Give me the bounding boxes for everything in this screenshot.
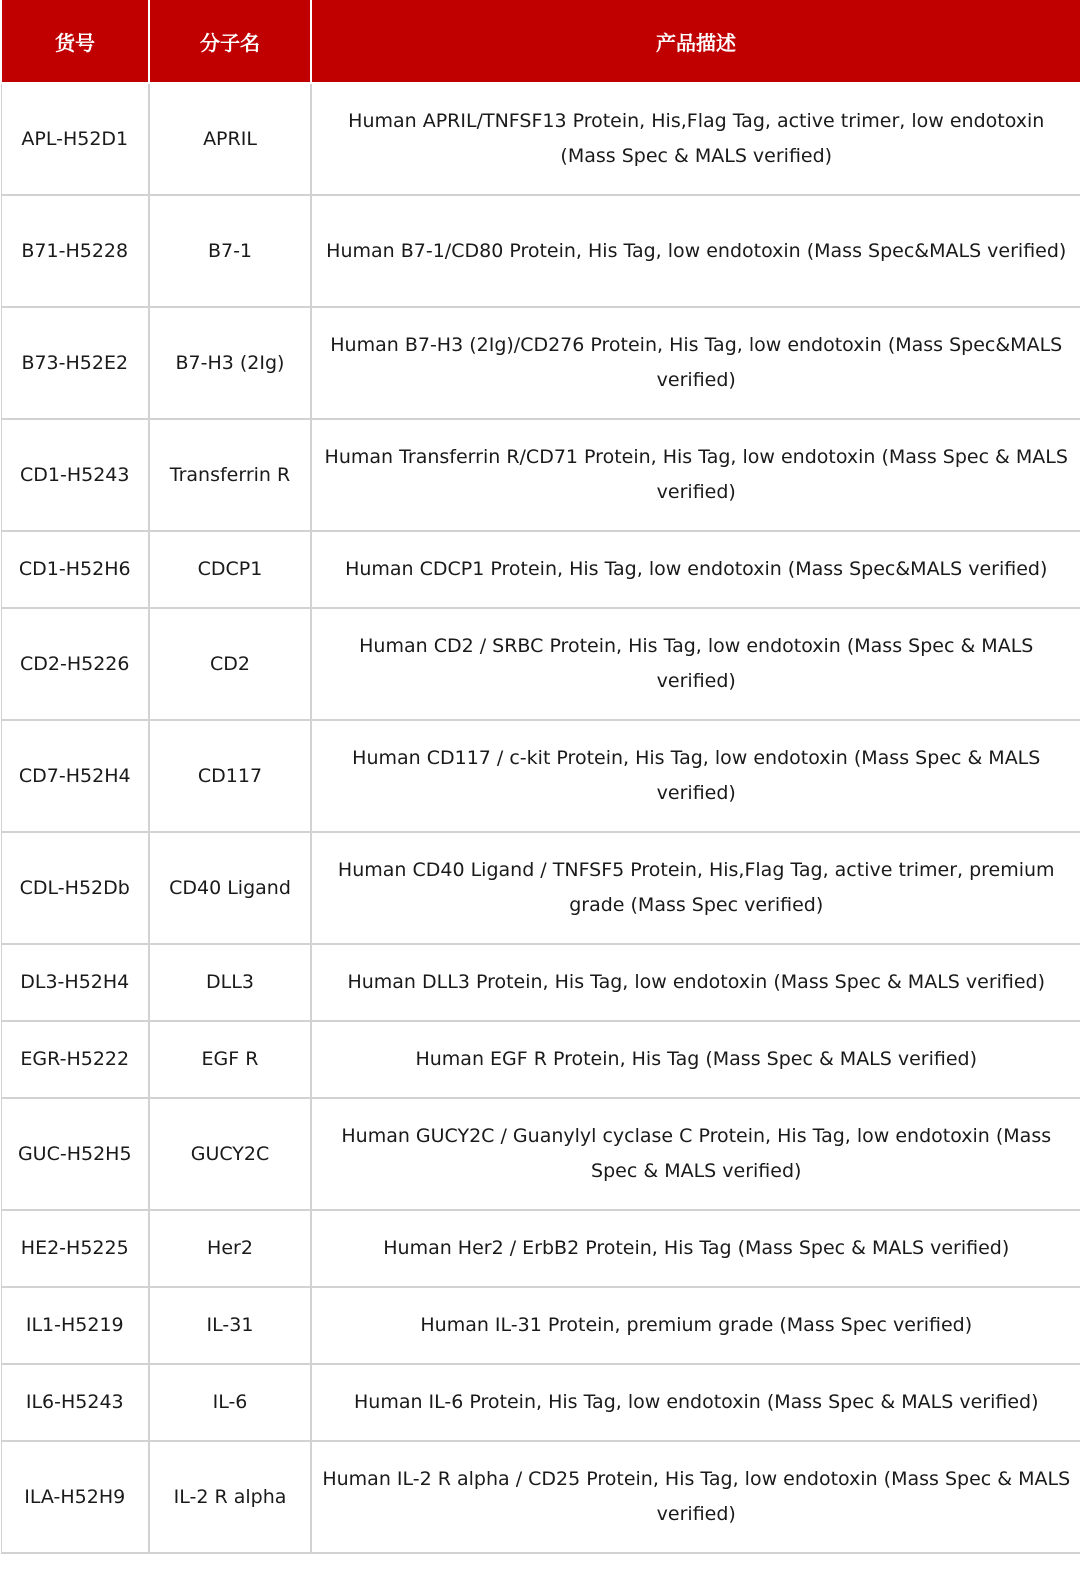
molecule-cell: Transferrin R	[149, 419, 311, 531]
molecule-cell: B7-H3 (2Ig)	[149, 307, 311, 419]
header-description: 产品描述	[311, 0, 1080, 83]
description-cell: Human B7-1/CD80 Protein, His Tag, low endotoxin (Mass Spec&MALS verified)	[311, 195, 1080, 307]
sku-cell: ILA-H52H9	[1, 1441, 149, 1553]
table-row	[1, 944, 1080, 1021]
description-cell: Human IL-31 Protein, premium grade (Mass Spec verified)	[311, 1287, 1080, 1364]
description-cell: Human CD117 / c-kit Protein, His Tag, low endotoxin (Mass Spec & MALS verified)	[311, 720, 1080, 832]
molecule-cell: EGF R	[149, 1021, 311, 1098]
table-row	[1, 720, 1080, 832]
description-cell: Human CD40 Ligand / TNFSF5 Protein, His,Flag Tag, active trimer, premium grade (Mass Spec verified)	[311, 832, 1080, 944]
description-cell: Human IL-2 R alpha / CD25 Protein, His Tag, low endotoxin (Mass Spec & MALS verified)	[311, 1441, 1080, 1553]
molecule-cell: DLL3	[149, 944, 311, 1021]
sku-cell: CD2-H5226	[1, 608, 149, 720]
table-row	[1, 195, 1080, 307]
molecule-cell: CD40 Ligand	[149, 832, 311, 944]
molecule-cell: CD117	[149, 720, 311, 832]
description-cell: Human EGF R Protein, His Tag (Mass Spec & MALS verified)	[311, 1021, 1080, 1098]
molecule-cell: APRIL	[149, 83, 311, 195]
molecule-cell: IL-2 R alpha	[149, 1441, 311, 1553]
header-molecule: 分子名	[149, 0, 311, 83]
molecule-cell: IL-6	[149, 1364, 311, 1441]
table-row	[1, 83, 1080, 195]
molecule-cell: IL-31	[149, 1287, 311, 1364]
sku-cell: HE2-H5225	[1, 1210, 149, 1287]
description-cell: Human CDCP1 Protein, His Tag, low endotoxin (Mass Spec&MALS verified)	[311, 531, 1080, 608]
molecule-cell: B7-1	[149, 195, 311, 307]
description-cell: Human DLL3 Protein, His Tag, low endotoxin (Mass Spec & MALS verified)	[311, 944, 1080, 1021]
sku-cell: GUC-H52H5	[1, 1098, 149, 1210]
description-cell: Human Her2 / ErbB2 Protein, His Tag (Mass Spec & MALS verified)	[311, 1210, 1080, 1287]
description-cell: Human CD2 / SRBC Protein, His Tag, low endotoxin (Mass Spec & MALS verified)	[311, 608, 1080, 720]
sku-cell: CD7-H52H4	[1, 720, 149, 832]
table-row	[1, 832, 1080, 944]
sku-cell: IL6-H5243	[1, 1364, 149, 1441]
sku-cell: CDL-H52Db	[1, 832, 149, 944]
header-sku: 货号	[1, 0, 149, 83]
molecule-cell: CDCP1	[149, 531, 311, 608]
molecule-cell: Her2	[149, 1210, 311, 1287]
description-cell: Human Transferrin R/CD71 Protein, His Tag, low endotoxin (Mass Spec & MALS verified)	[311, 419, 1080, 531]
description-cell: Human GUCY2C / Guanylyl cyclase C Protein, His Tag, low endotoxin (Mass Spec & MALS verified)	[311, 1098, 1080, 1210]
table-row	[1, 307, 1080, 419]
sku-cell: CD1-H5243	[1, 419, 149, 531]
table-row	[1, 1021, 1080, 1098]
sku-cell: IL1-H5219	[1, 1287, 149, 1364]
sku-cell: APL-H52D1	[1, 83, 149, 195]
table-row	[1, 1364, 1080, 1441]
sku-cell: B71-H5228	[1, 195, 149, 307]
table-row	[1, 531, 1080, 608]
sku-cell: CD1-H52H6	[1, 531, 149, 608]
table-row	[1, 419, 1080, 531]
table-row	[1, 1441, 1080, 1553]
sku-cell: B73-H52E2	[1, 307, 149, 419]
description-cell: Human B7-H3 (2Ig)/CD276 Protein, His Tag, low endotoxin (Mass Spec&MALS verified)	[311, 307, 1080, 419]
table-row	[1, 1098, 1080, 1210]
table-row	[1, 1287, 1080, 1364]
table-row	[1, 1210, 1080, 1287]
header-row	[1, 0, 1080, 83]
molecule-cell: GUCY2C	[149, 1098, 311, 1210]
description-cell: Human APRIL/TNFSF13 Protein, His,Flag Tag, active trimer, low endotoxin (Mass Spec & MALS verified)	[311, 83, 1080, 195]
sku-cell: DL3-H52H4	[1, 944, 149, 1021]
molecule-cell: CD2	[149, 608, 311, 720]
table-row	[1, 608, 1080, 720]
description-cell: Human IL-6 Protein, His Tag, low endotoxin (Mass Spec & MALS verified)	[311, 1364, 1080, 1441]
sku-cell: EGR-H5222	[1, 1021, 149, 1098]
